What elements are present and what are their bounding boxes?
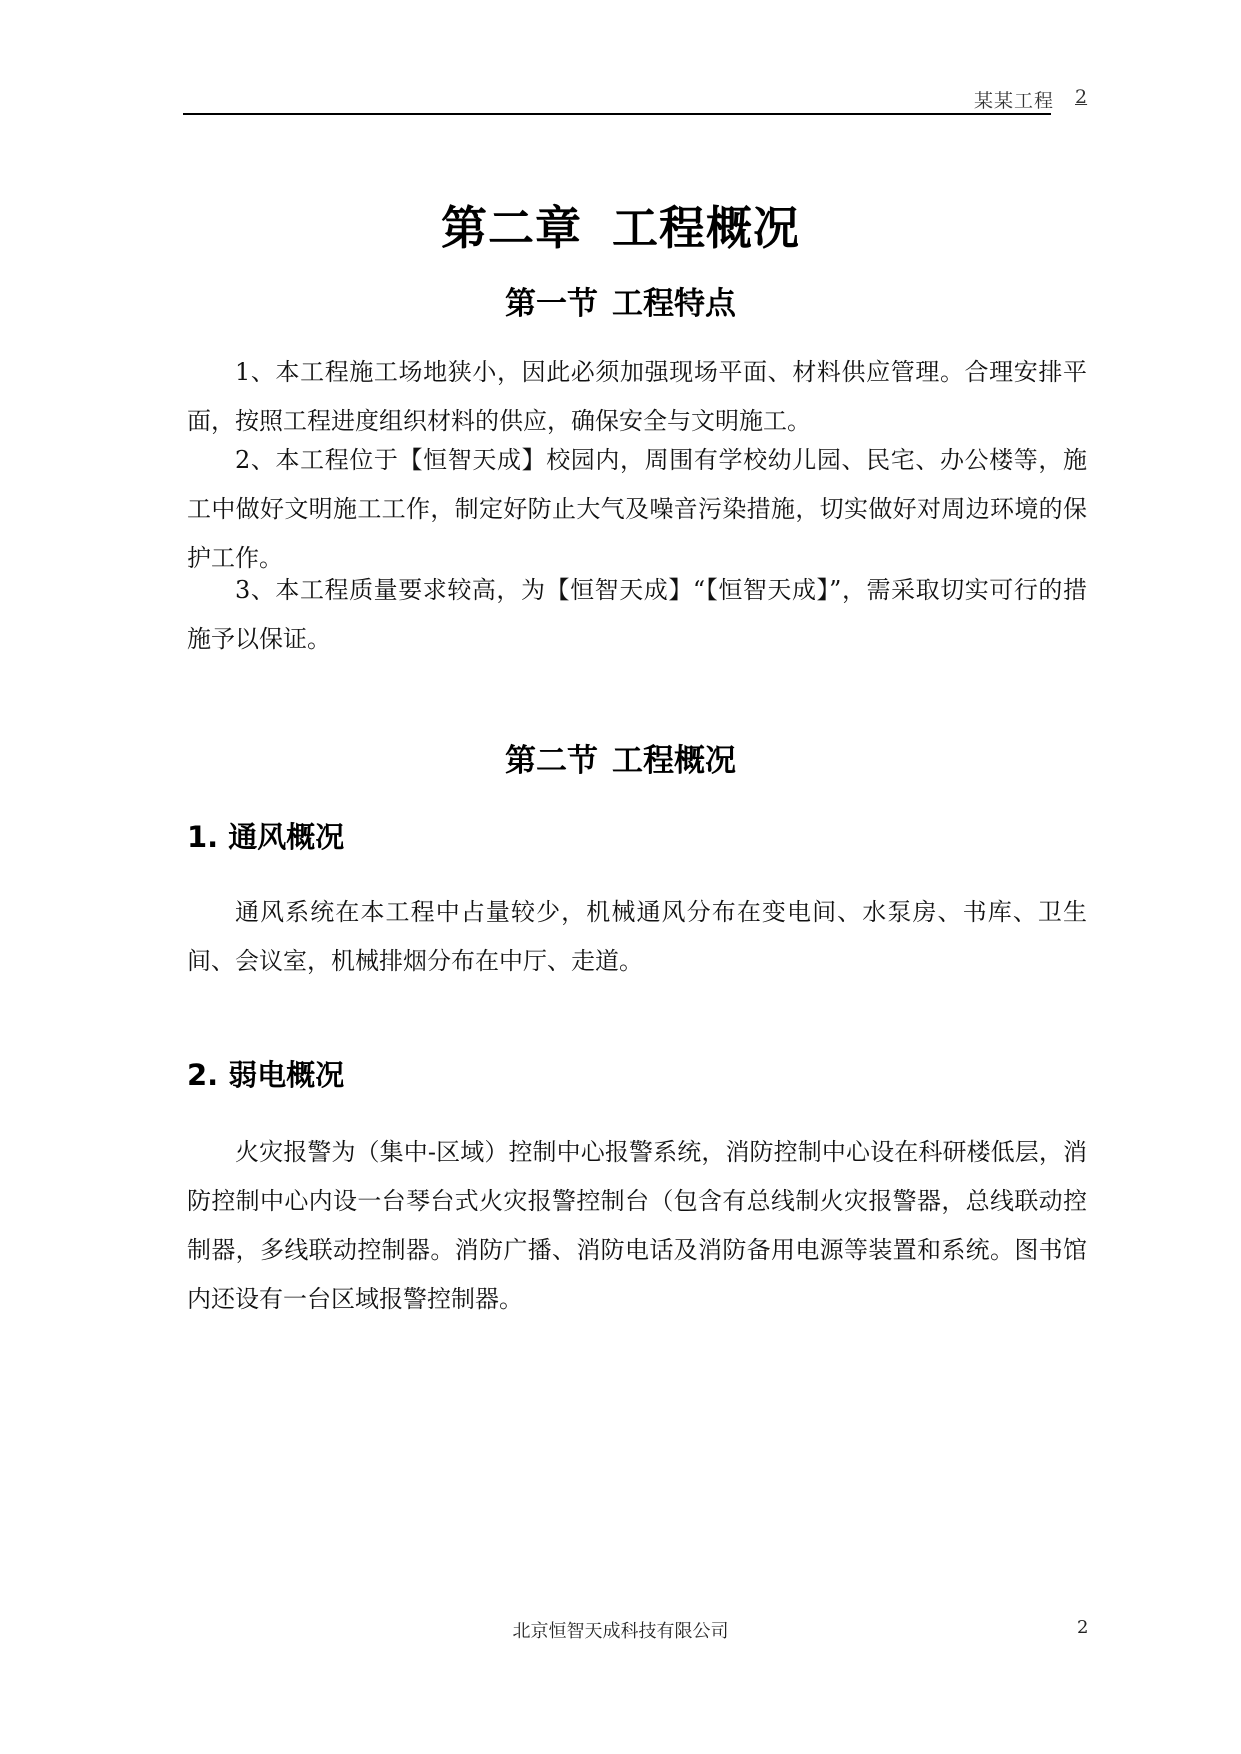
section-1-paragraph-2: 2、本工程位于【恒智天成】校园内，周围有学校幼儿园、民宅、办公楼等，施工中做好文明施工工作，制定好防止大气及噪音污染措施，切实做好对周边环境的保护工作。 (187, 446, 1087, 572)
chapter-title (0, 192, 1241, 258)
section-1-paragraph-1: 1、本工程施工场地狭小，因此必须加强现场平面、材料供应管理。合理安排平面，按照工程进度组织材料的供应，确保安全与文明施工。 (187, 358, 1087, 435)
section-1-name: 工程特点 (612, 286, 736, 322)
low-voltage-paragraph: 火灾报警为（集中-区域）控制中心报警系统，消防控制中心设在科研楼低层，消防控制中心内设一台琴台式火灾报警控制台（包含有总线制火灾报警器，总线联动控制器，多线联动控制器。消防广播、消防电话及消防备用电源等装置和系统。图书馆内还设有一台区域报警控制器。 (187, 1138, 1087, 1313)
section-2-number: 第二节 (505, 743, 598, 779)
section-1-paragraph-3: 3、本工程质量要求较高，为【恒智天成】“【恒智天成】”，需采取切实可行的措施予以保证。 (187, 576, 1087, 653)
chapter-number: 第二章 (441, 201, 582, 255)
ventilation-paragraph: 通风系统在本工程中占量较少，机械通风分布在变电间、水泵房、书库、卫生间、会议室，机械排烟分布在中厅、走道。 (187, 898, 1087, 975)
header-divider (183, 113, 1051, 115)
footer-company-name: 北京恒智天成科技有限公司 (512, 1621, 729, 1642)
section-title-1 (0, 278, 1241, 323)
subsection-title-low-voltage: 2. 弱电概况 (187, 1058, 345, 1092)
footer-page-number: 2 (1077, 1617, 1089, 1638)
subsection-title-ventilation: 1. 通风概况 (187, 820, 345, 854)
section-2-name: 工程概况 (612, 743, 736, 779)
header-page-number: 2 (1075, 86, 1088, 108)
header-title: 某某工程 (973, 90, 1054, 112)
section-1-number: 第一节 (505, 286, 598, 322)
chapter-name: 工程概况 (612, 201, 800, 255)
section-title-2 (0, 735, 1241, 780)
